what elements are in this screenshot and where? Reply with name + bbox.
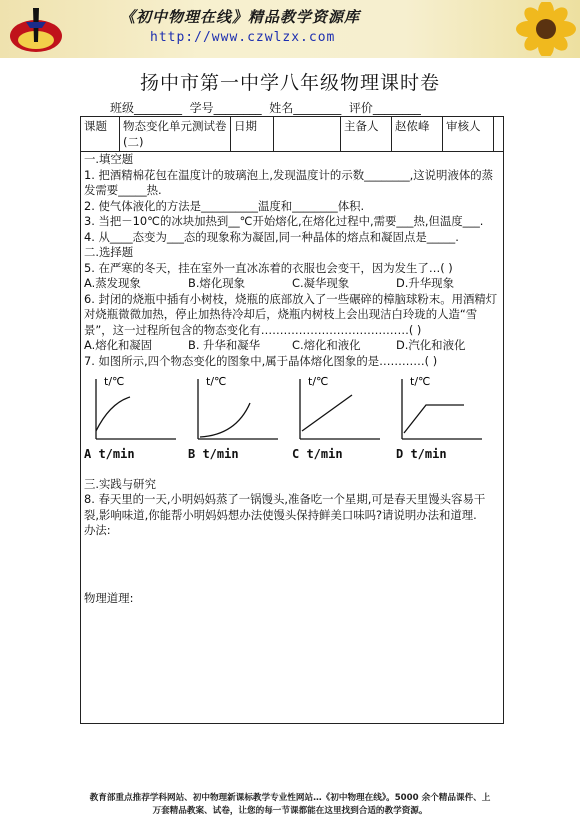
section-fill-heading: 一.填空题: [84, 152, 134, 166]
q5-option-a: A.蒸发现象: [84, 276, 141, 290]
sunflower-icon: [506, 2, 576, 56]
page-title: 扬中市第一中学八年级物理课时卷: [139, 72, 440, 94]
date-value: [274, 117, 341, 152]
footer-line-2: 万套精品教案、试卷，让您的每一节课都能在这里找到合适的教学资源。: [152, 806, 428, 816]
q6-option-b: B. 升华和凝华: [188, 338, 261, 352]
graph-a-ylabel: t/℃: [104, 375, 125, 388]
banner-title: 《初中物理在线》精品教学资源库: [120, 8, 361, 26]
q5-option-b: B.熔化现象: [188, 276, 245, 290]
q6-option-d: D.汽化和液化: [396, 338, 466, 352]
reviewer-value: [494, 117, 504, 152]
preparer-value: 赵侬峰: [392, 117, 443, 152]
graph-labels: [84, 447, 500, 463]
graph-d-label: D t/min: [396, 447, 447, 461]
graph-c-label: C t/min: [292, 447, 343, 461]
header-table: [80, 116, 504, 152]
question-5-options: [84, 276, 500, 292]
graph-d: [390, 373, 490, 447]
student-info-row: 班级________ 学号________ 姓名________ 评价________: [110, 101, 421, 115]
method-label: 办法:: [84, 523, 111, 537]
reason-label: 物理道理:: [84, 590, 134, 605]
footer: [20, 792, 560, 818]
q5-option-d: D.升华现象: [396, 276, 454, 290]
q6-option-c: C.熔化和液化: [292, 338, 361, 352]
q5-option-c: C.凝华现象: [292, 276, 350, 290]
reviewer-label: 审核人: [443, 117, 494, 152]
graph-a-label: A t/min: [84, 447, 135, 461]
graph-a: [84, 373, 184, 447]
question-6: 6. 封闭的烧瓶中插有小树枝，烧瓶的底部放入了一些碾碎的樟脑球粉末。用酒精灯对烧瓶微微加热，停止加热待冷却后，烧瓶内树枝上会出现洁白玲珑的人造“雪景”，这一过程所包含的物态变化有…………………………………( ): [84, 291, 498, 337]
question-5: 5. 在严寒的冬天，挂在室外一直冰冻着的衣服也会变干，因为发生了…( ): [84, 260, 453, 275]
question-content: [84, 152, 500, 606]
question-7: 7. 如图所示,四个物态变化的图象中,属于晶体熔化图象的是…………( ): [84, 353, 438, 368]
question-3: 3. 当把－10℃的冰块加热到__℃开始熔化,在熔化过程中,需要___热,但温度___.: [84, 214, 484, 228]
graph-b: [186, 373, 286, 447]
question-6-options: [84, 338, 500, 354]
question-4: 4. 从____态变为___态的现象称为凝固,同一种晶体的熔点和凝固点是_____.: [84, 229, 459, 244]
section-practice-heading: 三.实践与研究: [84, 476, 156, 491]
question-8: 8. 春天里的一天,小明妈妈蒸了一锅馒头,准备吃一个星期,可是春天里馒头容易干裂,影响味道,你能帮小明妈妈想办法使馒头保持鲜美口味吗?请说明办法和道理.: [84, 492, 486, 522]
question-2: 2. 使气体液化的方法是__________温度和________体积.: [84, 198, 365, 213]
preparer-label: 主备人: [341, 117, 392, 152]
graph-b-label: B t/min: [188, 447, 239, 461]
graph-b-ylabel: t/℃: [206, 375, 227, 388]
topic-value: 物态变化单元测试卷(二): [120, 117, 231, 152]
graph-row: [84, 373, 500, 447]
site-logo-icon: [6, 2, 66, 56]
graph-c-ylabel: t/℃: [308, 375, 329, 388]
q6-option-a: A.熔化和凝固: [84, 338, 153, 352]
topic-label: 课题: [81, 117, 120, 152]
banner-url[interactable]: http://www.czwlzx.com: [150, 30, 336, 45]
question-1: 1. 把酒精棉花包在温度计的玻璃泡上,发现温度计的示数________,这说明液体的蒸发需要_____热.: [84, 167, 494, 197]
date-label: 日期: [231, 117, 274, 152]
graph-c: [288, 373, 388, 447]
graph-d-ylabel: t/℃: [410, 375, 431, 388]
section-choice-heading: 二.选择题: [84, 245, 134, 259]
site-banner: [0, 0, 580, 58]
footer-line-1: 教育部重点推荐学科网站、初中物理新课标教学专业性网站…《初中物理在线》。5000 余个精品课件、上: [89, 793, 491, 803]
